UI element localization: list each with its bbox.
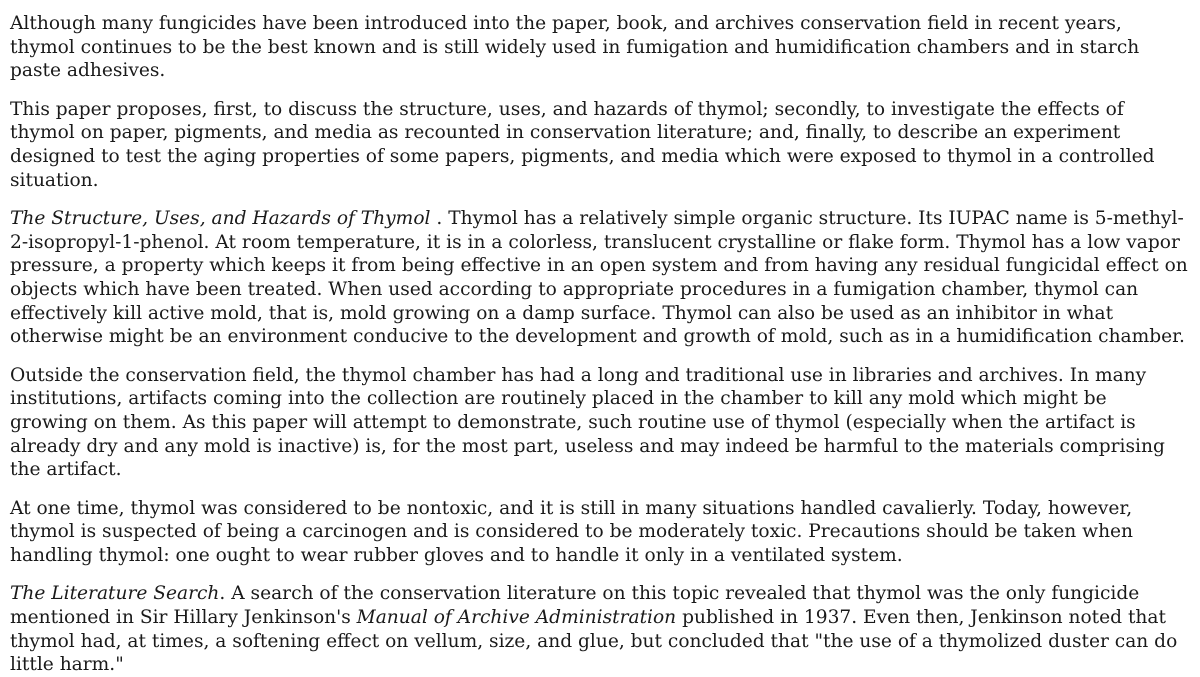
paragraph-toxicity: At one time, thymol was considered to be nontoxic, and it is still in many situations handled cavalierly. Today, however, thymol is suspected of being a carcinogen and is considered to be moderately toxic. Precautions should be taken when handling thymol: one ought to wear rubber gloves and to handle it only in a ventilated system. [10, 497, 1134, 566]
paragraph-structure-text: . Thymol has a relatively simple organic structure. Its IUPAC name is 5-methyl-2-isopropyl-1-phenol. At room temperature, it is in a colorless, translucent crystalline or flake form. Thymol has a low vapor pressure, a property which keeps it from being effective in an open system and from having any residual fungicidal effect on objects which have been treated. When used according to appropriate procedures in a fumigation chamber, thymol can effectively kill active mold, that is, mold growing on a damp surface. Thymol can also be used as an inhibitor in what otherwise might be an environment conducive to the development and growth of mold, such as in a humidification chamber. [10, 208, 1188, 348]
book-title: Manual of Archive Administration [356, 607, 677, 629]
paragraph-literature-text-after: published in 1937. Even then, Jenkinson noted that thymol had, at times, a softening effect on vellum, size, and glue, but concluded that "the use of a thymolized duster can do little harm." [10, 607, 1178, 676]
paragraph-outside-field: Outside the conservation field, the thymol chamber has had a long and traditional use in libraries and archives. In many institutions, artifacts coming into the collection are routinely placed in the chamber to kill any mold which might be growing on them. As this paper will attempt to demonstrate, such routine use of thymol (especially when the artifact is already dry and any mold is inactive) is, for the most part, useless and may indeed be harmful to the materials comprising the artifact. [10, 364, 1165, 481]
paragraph-literature-text-before: . A search of the conservation literature on this topic revealed that thymol was the only fungicide mentioned in Sir Hillary Jenkinson's [10, 583, 1140, 629]
paragraph-purpose: This paper proposes, first, to discuss the structure, uses, and hazards of thymol; secondly, to investigate the effects of thymol on paper, pigments, and media as recounted in conservation literature; and, finally, to describe an experiment designed to test the aging properties of some papers, pigments, and media which were exposed to thymol in a controlled situation. [10, 98, 1155, 191]
paragraph-structure-uses-hazards [10, 207, 1190, 349]
article-body [10, 12, 1190, 677]
paragraph-literature-search [10, 582, 1190, 676]
section-heading-literature-search: The Literature Search [10, 583, 220, 605]
paragraph-intro: Although many fungicides have been introduced into the paper, book, and archives conservation field in recent years, thymol continues to be the best known and is still widely used in fumigation and humidification chambers and in starch paste adhesives. [10, 13, 1140, 82]
section-heading-structure-uses-hazards: The Structure, Uses, and Hazards of Thymol [10, 208, 431, 230]
